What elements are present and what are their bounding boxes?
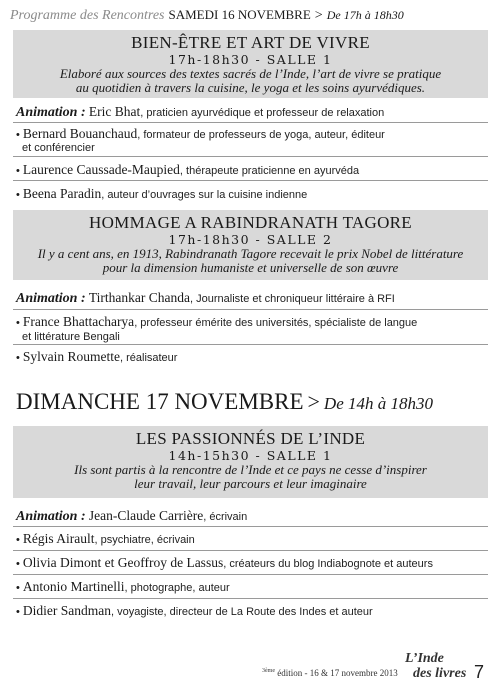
participant-item-continued xyxy=(16,329,488,344)
session-description-line: Elaboré aux sources des textes sacrés de l’Inde, l’art de vivre se pratique xyxy=(59,66,442,81)
participant-item xyxy=(16,163,488,178)
animation-label: Animation : xyxy=(16,291,86,306)
participant-role: , formateur de professeurs de yoga, auteur, éditeur xyxy=(137,129,385,141)
participant-role: et littérature Bengali xyxy=(22,331,120,343)
bullet-icon: • xyxy=(16,352,20,364)
participant-role: , créateurs du blog Indiabognote et auteurs xyxy=(223,558,433,570)
participant-name: France Bhattacharya xyxy=(22,314,135,329)
bullet-icon: • xyxy=(16,317,20,329)
saturday-date: SAMEDI 16 NOVEMBRE xyxy=(168,7,311,22)
arrow-glyph: > xyxy=(314,8,323,23)
animation-line xyxy=(16,291,488,306)
participant-item xyxy=(16,556,488,571)
logo-text-line: des livres xyxy=(413,666,467,681)
animator-name: Jean-Claude Carrière xyxy=(88,508,204,523)
participant-role: , voyagiste, directeur de La Route des Indes et auteur xyxy=(110,606,373,618)
divider xyxy=(13,122,488,123)
page-header xyxy=(10,6,490,24)
participant-name: Régis Airault xyxy=(22,531,95,546)
bullet-icon: • xyxy=(16,189,20,201)
participant-role: , photographe, auteur xyxy=(124,582,230,594)
animation-line xyxy=(16,105,488,120)
bullet-icon: • xyxy=(16,129,20,141)
divider xyxy=(13,574,488,575)
divider xyxy=(13,156,488,157)
divider xyxy=(13,598,488,599)
session-time: 17h-18h30 - SALLE 1 xyxy=(168,52,333,67)
festival-logo xyxy=(405,651,467,685)
participant-item-continued xyxy=(16,140,488,155)
saturday-hours: De 17h à 18h30 xyxy=(326,8,404,22)
participant-item xyxy=(16,350,488,365)
session-time: 14h-15h30 - SALLE 1 xyxy=(168,448,333,463)
page-number: 7 xyxy=(474,662,485,682)
participant-name: Beena Paradin xyxy=(22,186,102,201)
bullet-icon: • xyxy=(16,534,20,546)
sunday-heading xyxy=(16,388,486,416)
session-header-tagore xyxy=(13,210,488,280)
participant-item xyxy=(16,532,488,547)
animation-line xyxy=(16,509,488,524)
divider xyxy=(13,344,488,345)
sunday-date: DIMANCHE 17 NOVEMBRE xyxy=(16,389,304,414)
animator-name: Eric Bhat xyxy=(88,104,141,119)
arrow-glyph: > xyxy=(307,389,320,414)
programme-label: Programme des Rencontres xyxy=(10,8,165,23)
animator-role: , praticien ayurvédique et professeur de relaxation xyxy=(140,107,385,119)
participant-role: , auteur d’ouvrages sur la cuisine indienne xyxy=(101,189,308,201)
sunday-hours: De 14h à 18h30 xyxy=(323,394,433,413)
divider xyxy=(13,550,488,551)
edition-ordinal: 3ème xyxy=(262,668,275,674)
animator-role: , écrivain xyxy=(203,511,248,523)
divider xyxy=(13,526,488,527)
session-description-line: Il y a cent ans, en 1913, Rabindranath Tagore recevait le prix Nobel de littérature xyxy=(37,246,464,261)
participant-name: Didier Sandman xyxy=(22,603,111,618)
participant-name: Bernard Bouanchaud xyxy=(22,126,138,141)
session-description-line: au quotidien à travers la cuisine, le yoga et les soins ayurvédiques. xyxy=(75,80,426,95)
participant-role: , thérapeute praticienne en ayurvéda xyxy=(179,165,360,177)
participant-item xyxy=(16,315,488,330)
animation-label: Animation : xyxy=(16,509,86,524)
participant-name: Laurence Caussade-Maupied xyxy=(22,162,180,177)
session-title: LES PASSIONNÉS DE L’INDE xyxy=(135,429,366,448)
animator-name: Tirthankar Chanda xyxy=(88,290,191,305)
participant-role: et conférencier xyxy=(22,142,95,154)
session-header-wellbeing xyxy=(13,30,488,98)
animator-role: , Journaliste et chroniqueur littéraire à RFI xyxy=(190,293,395,305)
bullet-icon: • xyxy=(16,558,20,570)
edition-text: édition - 16 & 17 novembre 2013 xyxy=(275,668,398,678)
participant-item xyxy=(16,580,488,595)
participant-name: Sylvain Roumette xyxy=(22,349,120,364)
edition-footer xyxy=(262,668,398,678)
participant-name: Antonio Martinelli xyxy=(22,579,125,594)
session-title: HOMMAGE A RABINDRANATH TAGORE xyxy=(89,213,412,232)
bullet-icon: • xyxy=(16,606,20,618)
session-description-line: Ils sont partis à la rencontre de l’Inde et ce pays ne cesse d’inspirer xyxy=(74,462,427,477)
divider xyxy=(13,309,488,310)
logo-text-line: L’Inde xyxy=(405,651,444,666)
participant-item xyxy=(16,604,488,619)
divider xyxy=(13,180,488,181)
session-header-passionnes xyxy=(13,426,488,498)
participant-item xyxy=(16,187,488,202)
animation-label: Animation : xyxy=(16,105,86,120)
session-time: 17h-18h30 - SALLE 2 xyxy=(168,232,333,247)
bullet-icon: • xyxy=(16,582,20,594)
session-title: BIEN-ÊTRE ET ART DE VIVRE xyxy=(131,33,370,52)
session-description-line: leur travail, leur parcours et leur imaginaire xyxy=(134,476,367,491)
participant-name: Olivia Dimont et Geoffroy de Lassus xyxy=(22,555,224,570)
session-description-line: pour la dimension humaniste et universelle de son œuvre xyxy=(102,260,399,275)
participant-role: , psychiatre, écrivain xyxy=(94,534,195,546)
bullet-icon: • xyxy=(16,165,20,177)
participant-role: , réalisateur xyxy=(119,352,178,364)
participant-role: , professeur émérite des universités, spécialiste de langue xyxy=(134,317,418,329)
